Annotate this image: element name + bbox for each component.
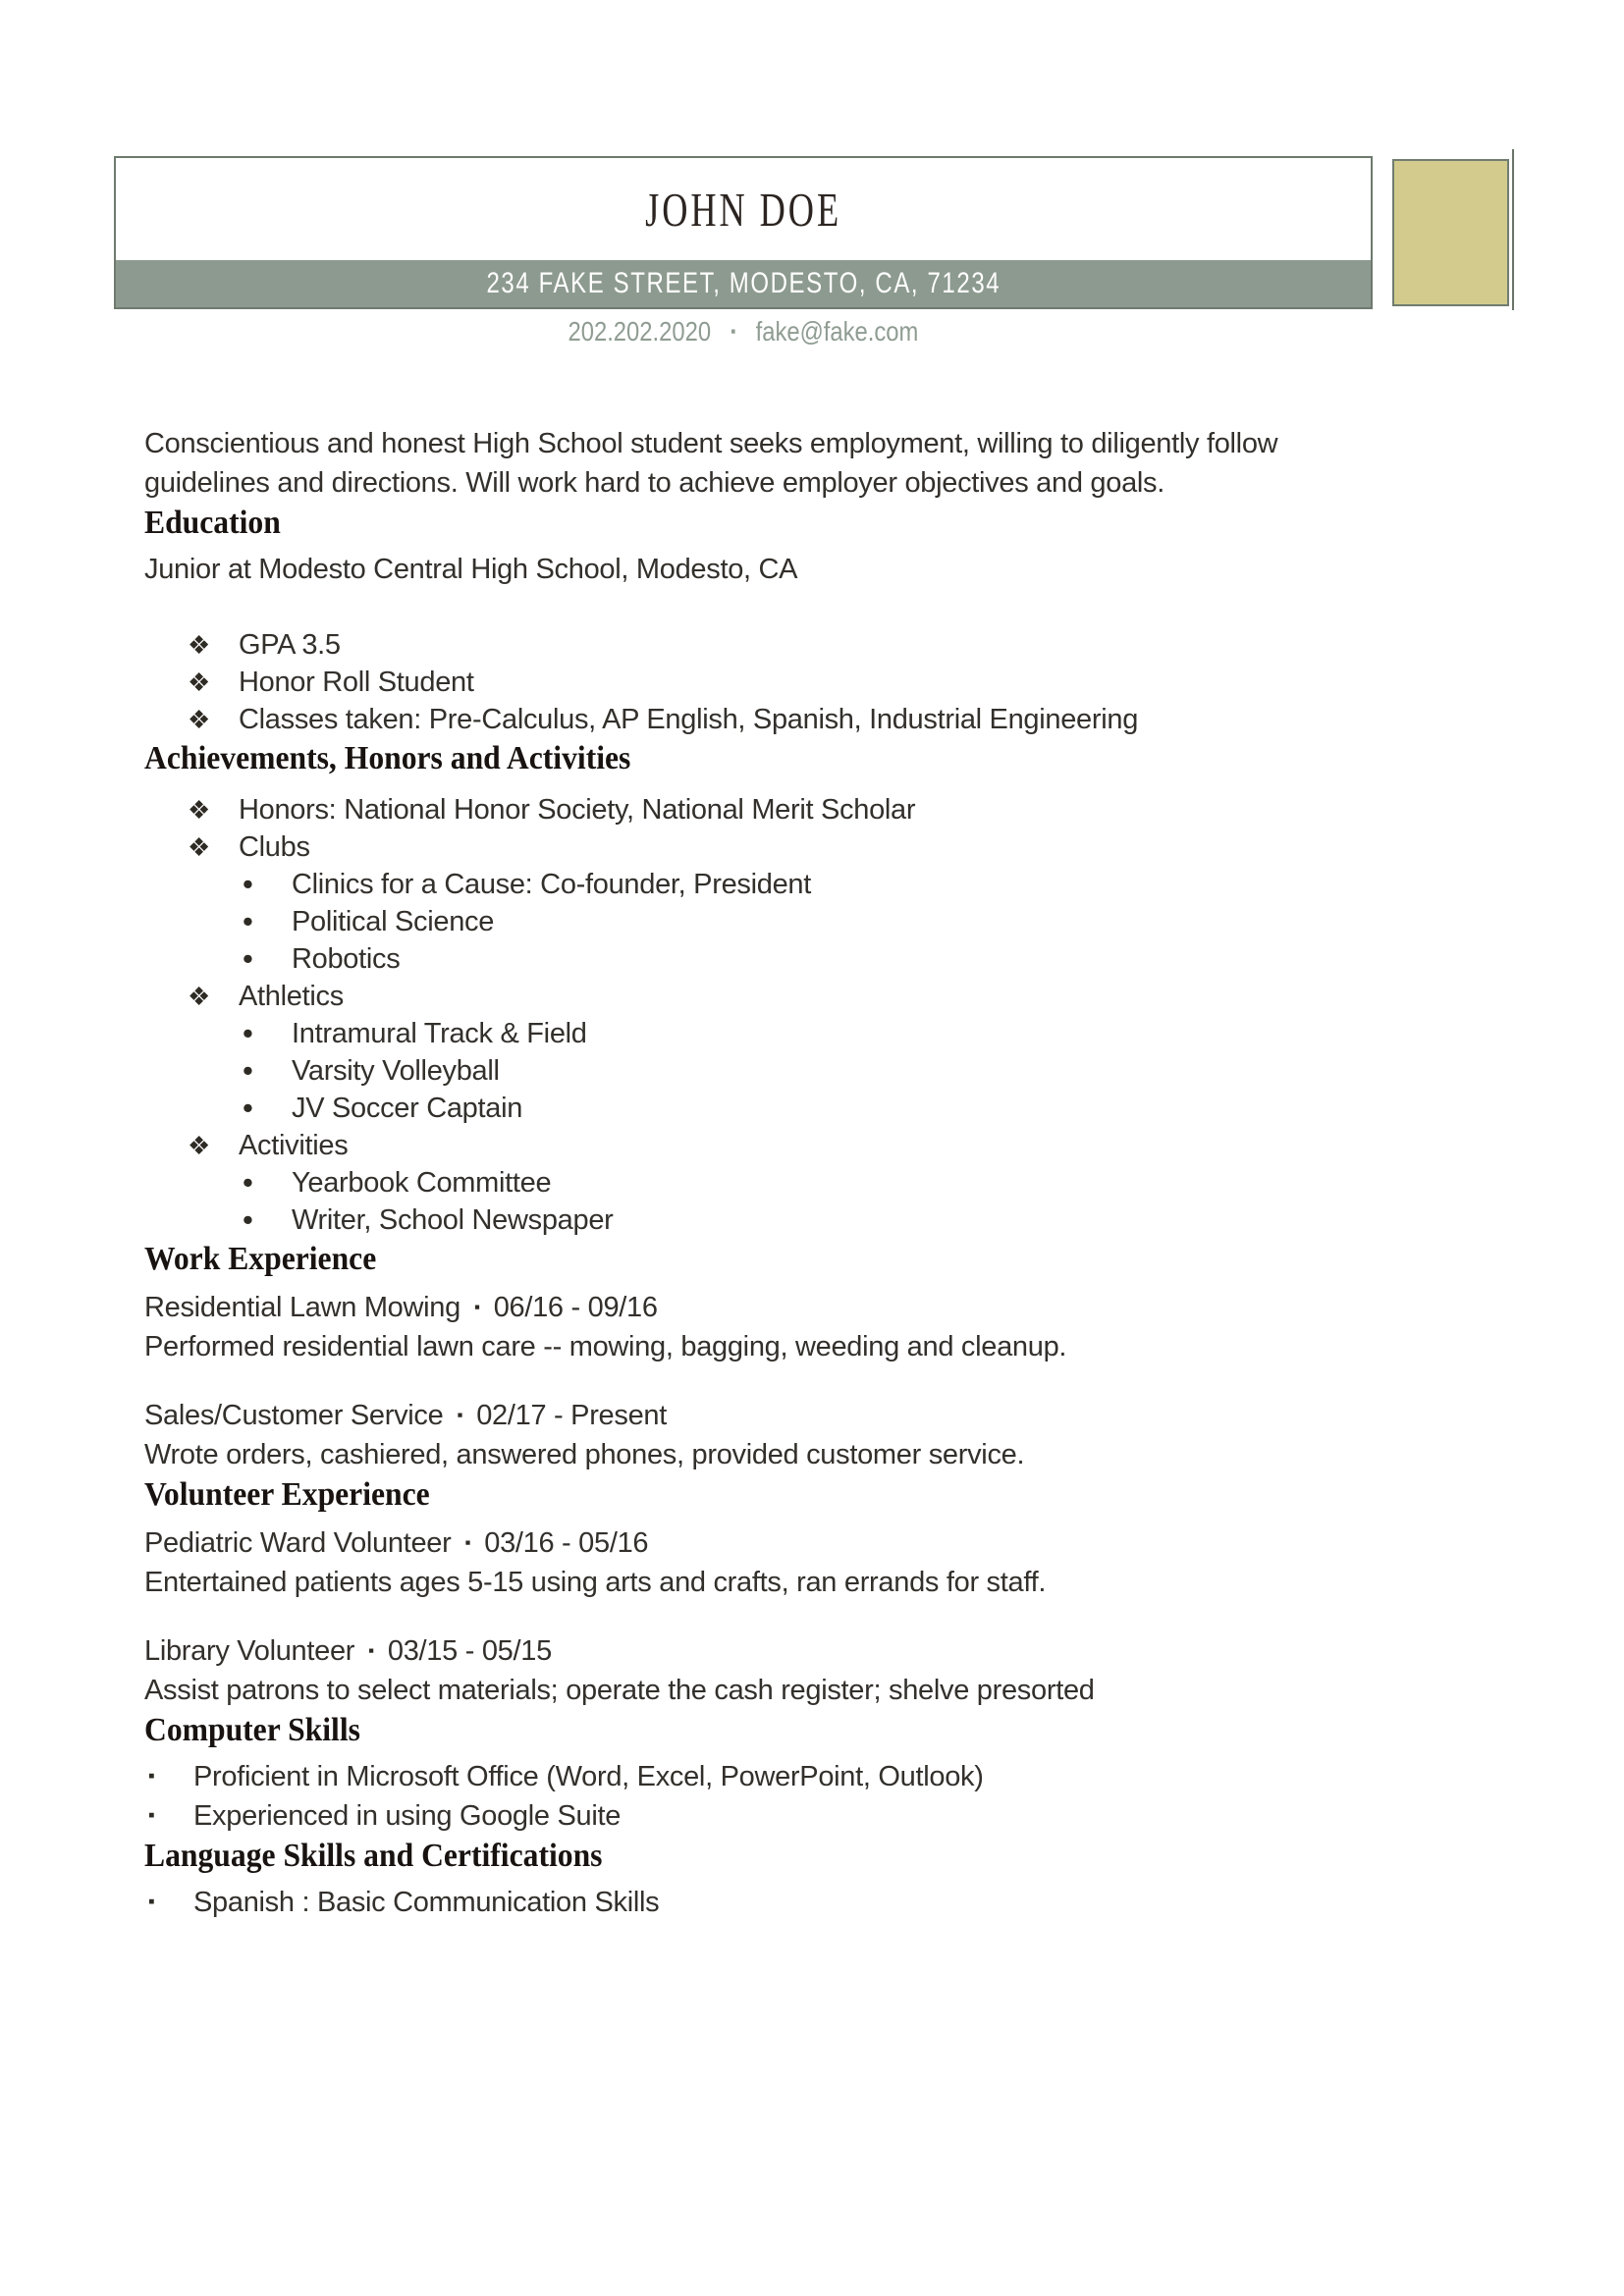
job-title-line xyxy=(144,1396,1519,1435)
job-description: Performed residential lawn care -- mowing, bagging, weeding and cleanup. xyxy=(144,1331,1067,1362)
achievements-list xyxy=(144,791,1519,1239)
job-entry xyxy=(144,1288,1519,1366)
list-item: • JV Soccer Captain xyxy=(243,1091,523,1125)
job-title-line xyxy=(144,1523,1519,1563)
summary-line: guidelines and directions. Will work hard to achieve employer objectives and goals. xyxy=(144,467,1164,499)
address-band xyxy=(116,260,1371,307)
job-dates: 02/17 - Present xyxy=(476,1400,667,1431)
square-bullet-icon: ▪ xyxy=(148,1805,155,1826)
job-dates: 03/15 - 05/15 xyxy=(387,1635,552,1667)
accent-line xyxy=(1512,149,1514,310)
summary-paragraph xyxy=(144,424,1519,503)
diamond-bullet-icon: ❖ xyxy=(188,982,211,1011)
section-heading-work: Work Experience xyxy=(144,1241,377,1277)
list-item: ▪ Proficient in Microsoft Office (Word, Excel, PowerPoint, Outlook) xyxy=(144,1757,1519,1796)
list-item: ▪ Experienced in using Google Suite xyxy=(144,1796,1519,1836)
section-heading-education: Education xyxy=(144,505,281,541)
dot-bullet-icon: • xyxy=(243,941,253,976)
square-bullet-icon: ▪ xyxy=(457,1406,463,1424)
header-frame xyxy=(114,156,1373,309)
square-bullet-icon: ▪ xyxy=(148,1892,155,1912)
dot-bullet-icon: • xyxy=(243,867,253,901)
person-name: JOHN DOE xyxy=(645,182,841,237)
list-item: ❖ Honor Roll Student xyxy=(144,664,1519,701)
job-title: Pediatric Ward Volunteer xyxy=(144,1527,452,1559)
phone-number: 202.202.2020 xyxy=(568,316,712,347)
contact-line xyxy=(114,316,1373,347)
diamond-bullet-icon: ❖ xyxy=(188,795,211,825)
list-item: ❖ Classes taken: Pre-Calculus, AP English, Spanish, Industrial Engineering xyxy=(144,701,1519,738)
job-dates: 03/16 - 05/16 xyxy=(484,1527,649,1559)
summary-line: Conscientious and honest High School student seeks employment, willing to diligently follow xyxy=(144,428,1278,459)
email-address: fake@fake.com xyxy=(755,316,919,347)
list-item: • Intramural Track & Field xyxy=(243,1016,587,1050)
diamond-bullet-icon: ❖ xyxy=(188,1131,211,1160)
dot-bullet-icon: • xyxy=(243,1165,253,1200)
dot-bullet-icon: • xyxy=(243,904,253,938)
resume-body xyxy=(144,424,1519,1922)
diamond-bullet-icon: ❖ xyxy=(188,630,211,660)
section-heading-language-skills: Language Skills and Certifications xyxy=(144,1838,603,1874)
list-item: ❖ Athletics xyxy=(144,978,1519,1015)
diamond-bullet-icon: ❖ xyxy=(188,705,211,734)
section-heading-achievements: Achievements, Honors and Activities xyxy=(144,740,631,776)
list-item: ❖ Activities xyxy=(144,1127,1519,1164)
volunteer-entry xyxy=(144,1631,1519,1710)
square-bullet-icon: ▪ xyxy=(148,1766,155,1787)
name-area xyxy=(116,158,1371,260)
list-item: • Clinics for a Cause: Co-founder, President xyxy=(243,867,811,901)
job-entry xyxy=(144,1396,1519,1474)
dot-bullet-icon: • xyxy=(243,1053,253,1088)
dot-bullet-icon: • xyxy=(243,1202,253,1237)
list-item: • Yearbook Committee xyxy=(243,1165,552,1200)
job-title-line xyxy=(144,1631,1519,1671)
job-description: Wrote orders, cashiered, answered phones, provided customer service. xyxy=(144,1439,1025,1470)
language-skills-list xyxy=(144,1883,1519,1922)
job-title: Sales/Customer Service xyxy=(144,1400,444,1431)
dot-bullet-icon: • xyxy=(243,1016,253,1050)
list-item: ▪ Spanish : Basic Communication Skills xyxy=(144,1883,1519,1922)
accent-square xyxy=(1392,159,1509,306)
job-title: Residential Lawn Mowing xyxy=(144,1292,460,1323)
job-dates: 06/16 - 09/16 xyxy=(493,1292,658,1323)
volunteer-entry xyxy=(144,1523,1519,1602)
square-bullet-icon: ▪ xyxy=(473,1298,480,1316)
job-description: Assist patrons to select materials; operate the cash register; shelve presorted xyxy=(144,1675,1095,1706)
job-description: Entertained patients ages 5-15 using arts and crafts, ran errands for staff. xyxy=(144,1567,1047,1598)
list-item: • Robotics xyxy=(243,941,401,976)
education-list xyxy=(144,626,1519,738)
square-bullet-icon: ▪ xyxy=(368,1641,374,1660)
job-title-line xyxy=(144,1288,1519,1327)
dot-bullet-icon: • xyxy=(243,1091,253,1125)
address-text: 234 FAKE STREET, MODESTO, CA, 71234 xyxy=(486,267,1001,299)
list-item: ❖ Honors: National Honor Society, National Merit Scholar xyxy=(144,791,1519,828)
list-item: • Writer, School Newspaper xyxy=(243,1202,614,1237)
diamond-bullet-icon: ❖ xyxy=(188,832,211,862)
list-item: ❖ Clubs xyxy=(144,828,1519,866)
square-bullet-icon: ▪ xyxy=(464,1533,471,1552)
diamond-bullet-icon: ❖ xyxy=(188,667,211,697)
computer-skills-list xyxy=(144,1757,1519,1836)
list-item: • Varsity Volleyball xyxy=(243,1053,500,1088)
section-heading-computer-skills: Computer Skills xyxy=(144,1712,360,1748)
section-heading-volunteer: Volunteer Experience xyxy=(144,1476,430,1513)
list-item: • Political Science xyxy=(243,904,495,938)
education-subtitle: Junior at Modesto Central High School, Modesto, CA xyxy=(144,554,798,585)
square-bullet-icon: ▪ xyxy=(731,322,736,341)
job-title: Library Volunteer xyxy=(144,1635,355,1667)
list-item: ❖ GPA 3.5 xyxy=(144,626,1519,664)
